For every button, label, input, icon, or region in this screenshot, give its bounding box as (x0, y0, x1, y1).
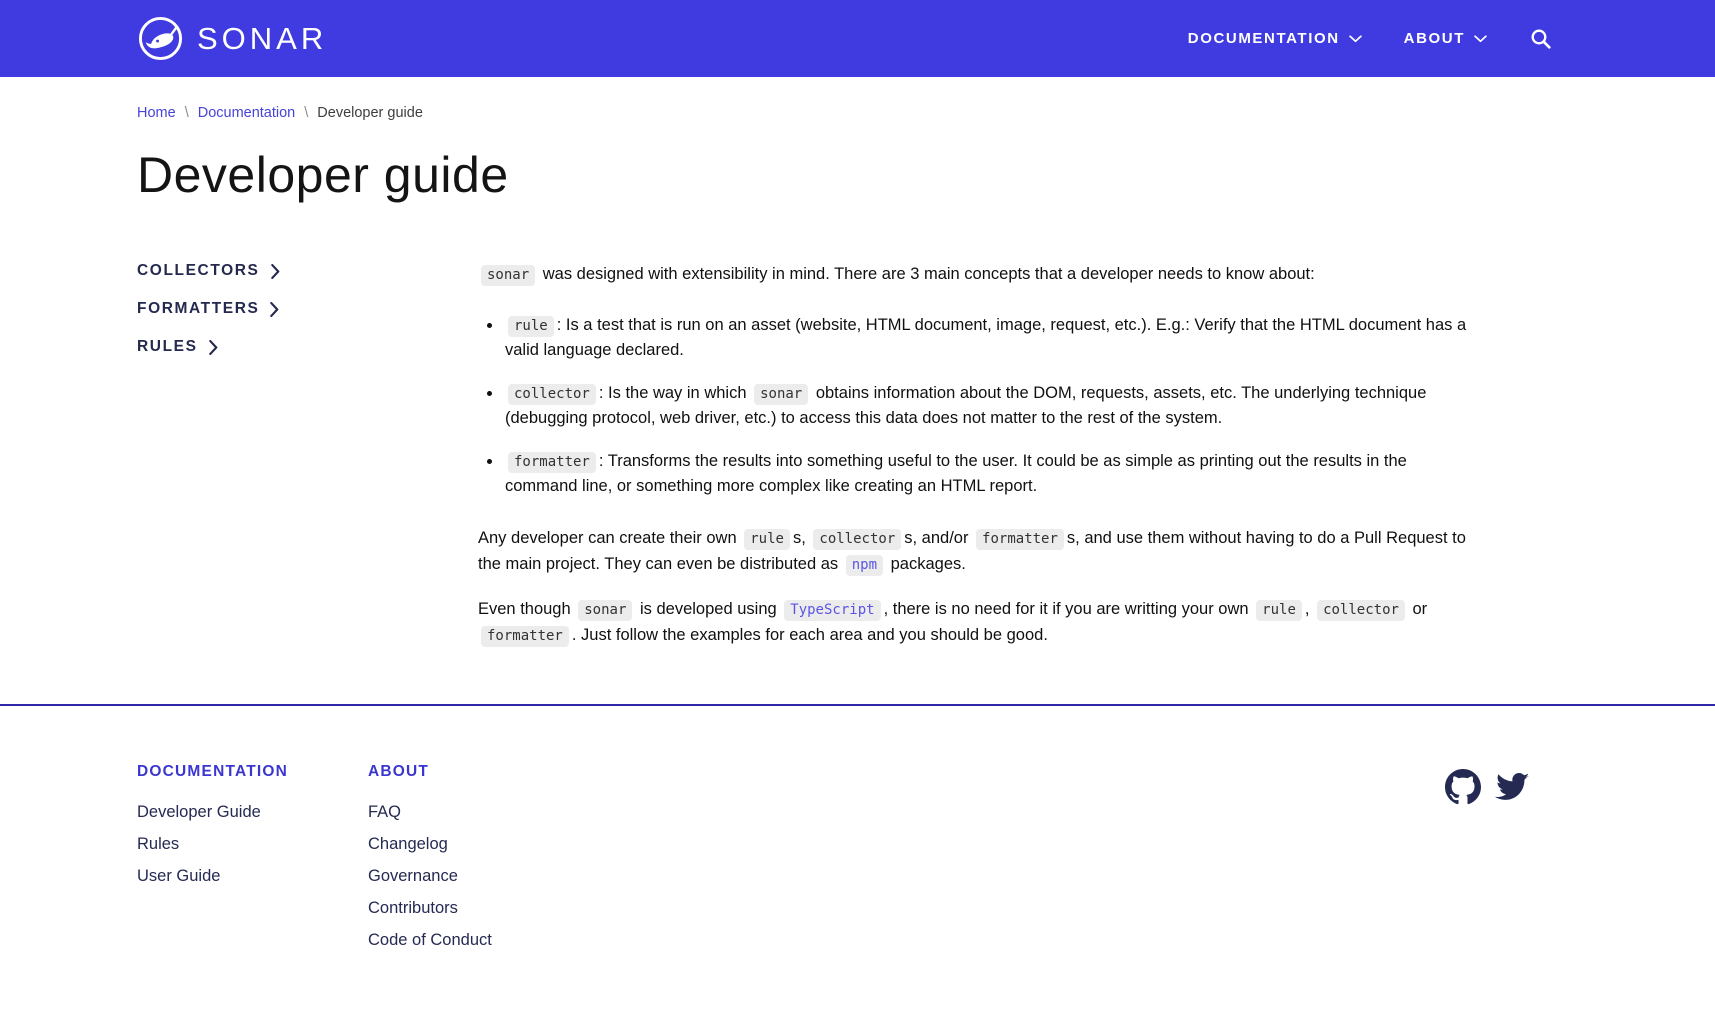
footer-heading-documentation: DOCUMENTATION (137, 763, 289, 781)
sidebar-item-rules[interactable] (137, 338, 478, 356)
sidebar-item-label: RULES (137, 338, 198, 355)
text-run: s, and/or (904, 528, 974, 547)
inline-code-chip: formatter (976, 529, 1064, 550)
chevron-down-icon (1474, 35, 1487, 43)
footer-link[interactable]: Developer Guide (137, 803, 261, 822)
inline-code-chip: collector (508, 384, 596, 405)
paragraph (478, 597, 1468, 648)
footer-heading-about: ABOUT (368, 763, 430, 781)
inline-code-link[interactable]: TypeScript (784, 600, 880, 621)
sidebar-item-collectors[interactable] (137, 262, 478, 280)
inline-code-chip: sonar (578, 600, 632, 621)
footer-link[interactable]: Changelog (368, 835, 448, 854)
list-item (503, 313, 1468, 364)
chevron-right-icon (270, 302, 279, 317)
top-navbar (0, 0, 1715, 77)
inline-code-chip: collector (1317, 600, 1405, 621)
search-icon (1529, 27, 1553, 51)
narwhal-logo-icon (137, 15, 184, 62)
text-run: packages. (886, 554, 966, 573)
inline-code-link[interactable]: npm (846, 555, 883, 576)
search-button[interactable] (1529, 27, 1553, 51)
footer-link[interactable]: FAQ (368, 803, 402, 822)
section-sidebar (137, 262, 478, 668)
header-nav (1188, 27, 1553, 51)
footer-link[interactable]: Code of Conduct (368, 931, 492, 950)
text-run: was designed with extensibility in mind. There are 3 main concepts that a developer needs to know about: (538, 265, 1315, 283)
list-item (503, 381, 1468, 432)
footer-link[interactable]: Rules (137, 835, 180, 854)
sidebar-item-label: FORMATTERS (137, 300, 260, 317)
text-run: , there is no need for it if you are writting your own (883, 600, 1254, 619)
text-run: obtains information about the DOM, requests, assets, etc. The underlying technique (debugging protocol, web driver, etc.) to access this data does not matter to the rest of the system. (505, 383, 1427, 428)
footer-social (1445, 763, 1530, 963)
footer-links (368, 803, 492, 963)
inline-code-chip: formatter (508, 452, 596, 473)
breadcrumb-separator: \ (304, 105, 309, 121)
text-run: . Just follow the examples for each area and you should be good. (571, 625, 1048, 644)
paragraph (478, 262, 1468, 288)
sidebar-item-formatters[interactable] (137, 300, 478, 318)
sidebar-item-label: COLLECTORS (137, 262, 260, 279)
github-link[interactable] (1445, 769, 1481, 805)
twitter-link[interactable] (1494, 769, 1530, 805)
text-run: Any developer can create their own (478, 528, 742, 547)
footer-link[interactable]: Governance (368, 867, 458, 886)
text-run: , (1304, 600, 1315, 619)
inline-code-chip: rule (744, 529, 790, 550)
breadcrumb (0, 105, 1715, 121)
text-run: Even though (478, 600, 576, 619)
inline-code-chip: sonar (481, 265, 535, 286)
inline-code-chip: rule (1256, 600, 1302, 621)
brand-name: SONAR (197, 20, 328, 56)
footer-documentation-column (137, 763, 368, 963)
paragraph (478, 526, 1468, 577)
page-title: Developer guide (137, 147, 509, 203)
concept-list (478, 313, 1468, 500)
list-item (503, 449, 1468, 500)
chevron-right-icon (209, 340, 218, 355)
inline-code-chip: formatter (481, 626, 569, 647)
text-run: : Transforms the results into something useful to the user. It could be as simple as printing out the results in the command line, or something more complex like creating an HTML report. (505, 451, 1407, 496)
text-run: is developed using (635, 600, 782, 619)
text-run: : Is a test that is run on an asset (website, HTML document, image, request, etc.). E.g.: Verify that the HTML document has a valid language declared. (505, 315, 1467, 360)
page-footer (0, 704, 1715, 1023)
footer-about-column (368, 763, 492, 963)
nav-about[interactable] (1404, 30, 1487, 47)
footer-link[interactable]: Contributors (368, 899, 458, 918)
inline-code-chip: rule (508, 316, 554, 337)
inline-code-chip: collector (813, 529, 901, 550)
brand-home-link[interactable] (137, 15, 327, 62)
nav-documentation[interactable] (1188, 30, 1362, 47)
chevron-down-icon (1349, 35, 1362, 43)
twitter-icon (1494, 769, 1530, 805)
text-run: or (1407, 600, 1428, 619)
nav-documentation-label: DOCUMENTATION (1187, 30, 1340, 47)
footer-link[interactable]: User Guide (137, 867, 221, 886)
text-run: s, and use them without having to do a Pull Request to the main project. They can even be distributed as (478, 528, 1466, 573)
github-icon (1445, 769, 1481, 805)
breadcrumb-separator: \ (184, 105, 189, 121)
breadcrumb-documentation[interactable]: Documentation (197, 105, 296, 121)
text-run: s, (792, 528, 811, 547)
text-run: : Is the way in which (598, 383, 752, 402)
chevron-right-icon (271, 264, 280, 279)
breadcrumb-home[interactable]: Home (137, 105, 176, 121)
nav-about-label: ABOUT (1403, 30, 1465, 47)
breadcrumb-current: Developer guide (317, 105, 423, 121)
inline-code-chip: sonar (754, 384, 808, 405)
main-content (0, 262, 1715, 668)
article-content (478, 262, 1468, 668)
footer-links (137, 803, 368, 899)
